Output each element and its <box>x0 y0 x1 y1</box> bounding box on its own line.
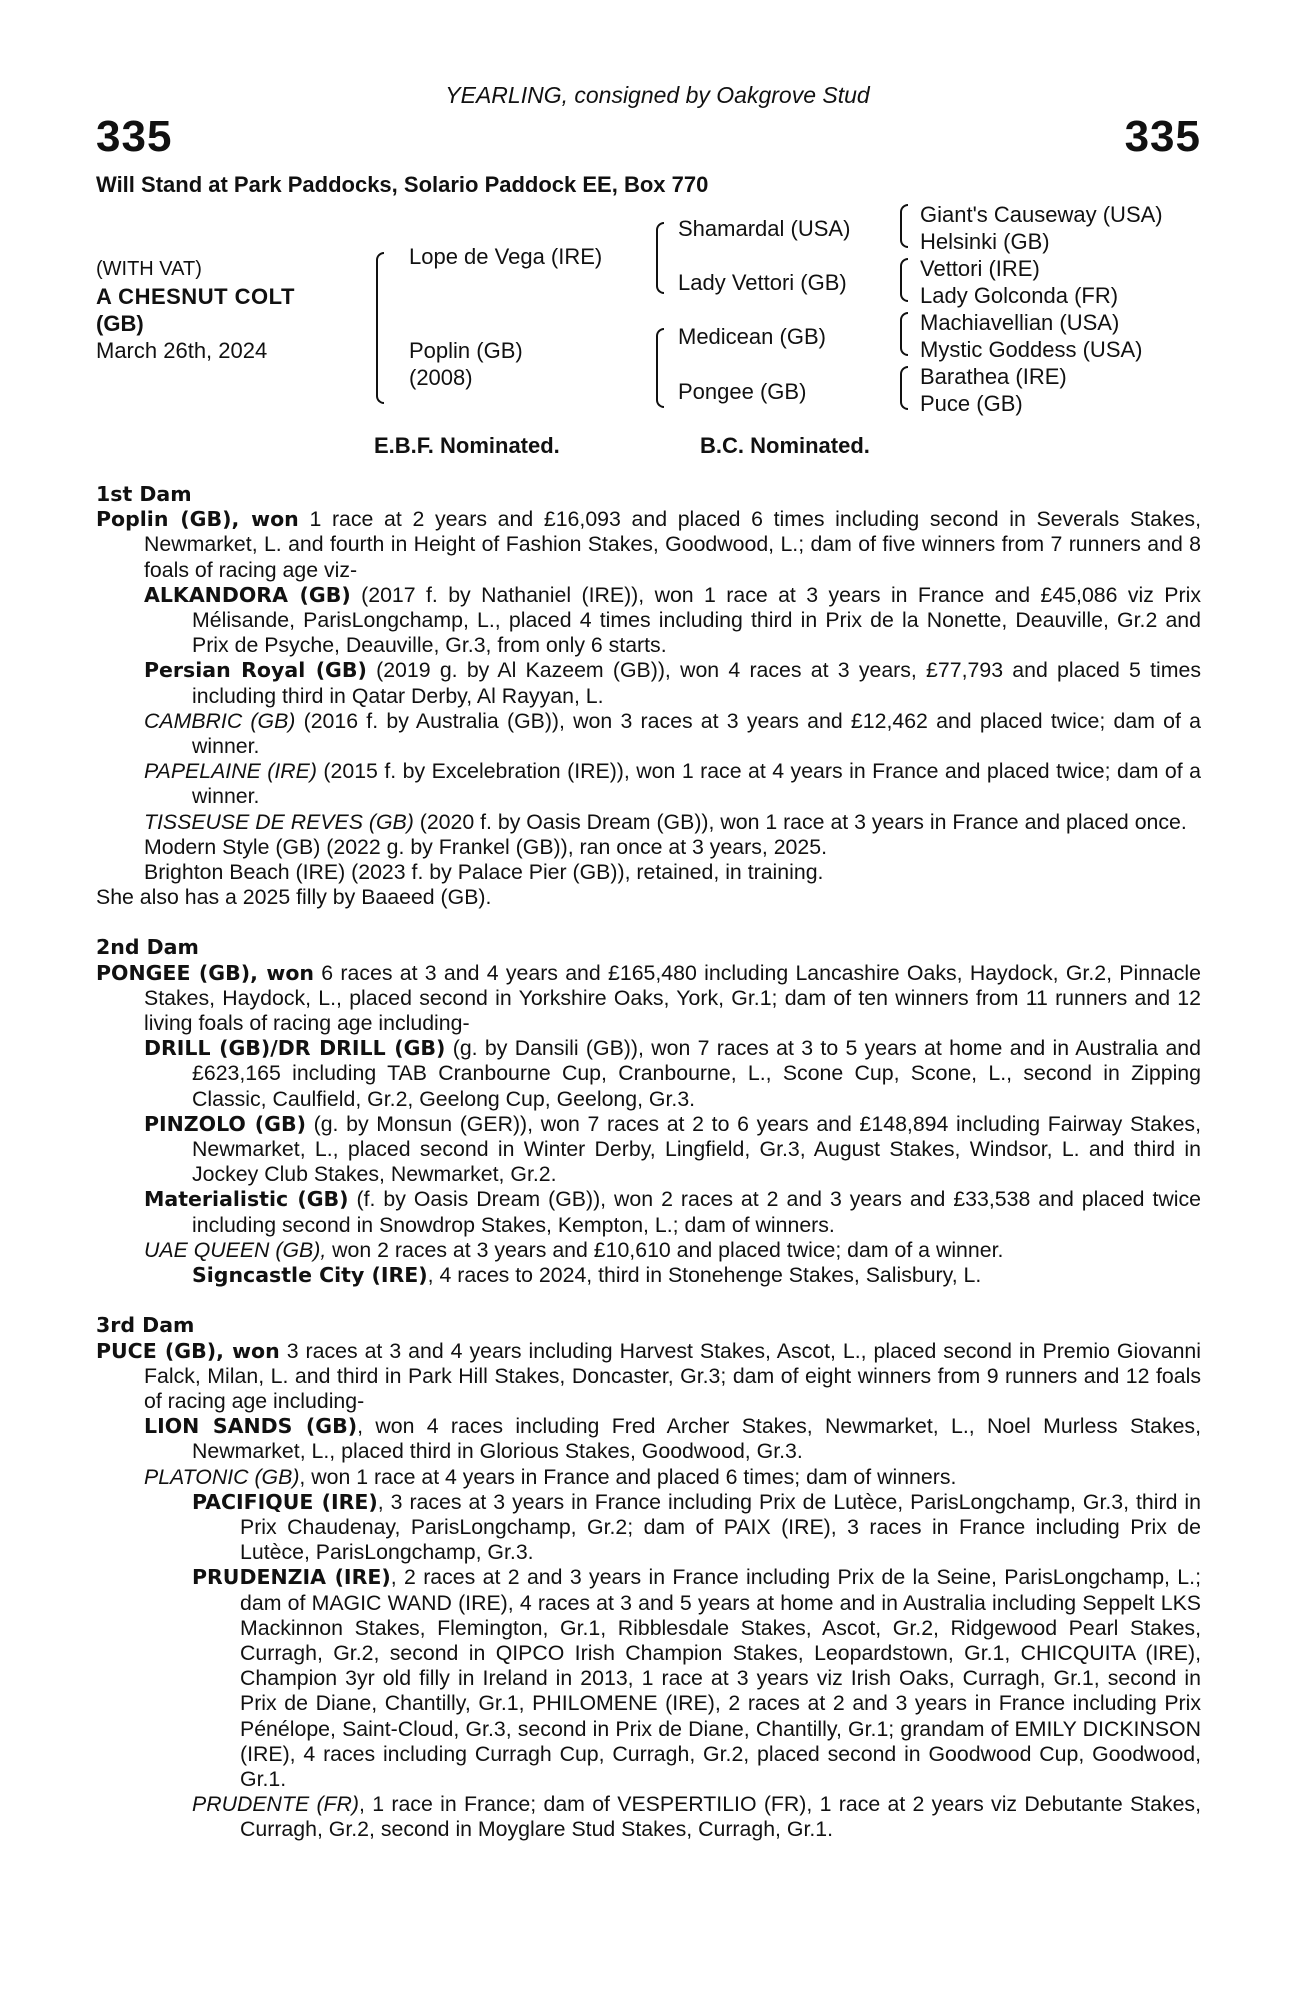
dam2-heading: 2nd Dam <box>96 935 199 960</box>
dam1-name: Poplin (GB), won <box>96 507 299 532</box>
dam-dam-dam: Puce (GB) <box>920 391 1023 416</box>
lot-number-right: 335 <box>1124 112 1201 161</box>
progeny-text: , 2 races at 2 and 3 years in France including Prix de la Seine, ParisLongchamp, L.; dam of MAGIC WAND (IRE), 4 races at 3 and 5 years at home and in Australia including Seppelt LKS Mackinnon Stakes, Flemington, Gr.1, Ribblesdale Stakes, Ascot, Gr.2, Ridgewood Pearl Stakes, Curragh, Gr.2, second in QIPCO Irish Champion Stakes, Leopardstown, Gr.1, CHICQUITA (IRE), Champion 3yr old filly in Ireland in 2013, 1 race at 3 years viz Irish Oaks, Curragh, Gr.1, second in Prix de Diane, Chantilly, Gr.1, PHILOMENE (IRE), 2 races at 2 and 3 years in France including Prix Pénélope, Saint-Cloud, Gr.3, second in Prix de Diane, Chantilly, Gr.1; grandam of EMILY DICKINSON (IRE), 4 races including Curragh Cup, Curragh, Gr.2, placed second in Goodwood Cup, Goodwood, Gr.1. <box>240 1565 1201 1791</box>
progeny-text: (2017 f. by Nathaniel (IRE)), won 1 race at 3 years in France and £45,086 viz Prix Mélisande, ParisLongchamp, L., placed 4 times including third in Prix de la Nonette, Deauville, Gr.2 and Prix de Psyche, Deauville, Gr.3, from only 6 starts. <box>192 582 1201 658</box>
progeny-name: PRUDENTE (FR) <box>192 1792 360 1817</box>
progeny-text: , won 4 races including Fred Archer Stakes, Newmarket, L., Noel Murless Stakes, Newmarket, L., placed third in Glorious Stakes, Goodwood, Gr.3. <box>192 1414 1201 1464</box>
ebf-nomination: E.B.F. Nominated. <box>374 433 560 458</box>
dam1-record <box>96 507 1201 583</box>
progeny-name: Signcastle City (IRE) <box>192 1263 428 1288</box>
dam3-grand-progeny <box>96 1490 1201 1566</box>
progeny-text: (2020 f. by Oasis Dream (GB)), won 1 race at 3 years in France and placed once. <box>413 809 1187 834</box>
progeny-name: Brighton Beach (IRE) <box>144 860 346 885</box>
dam1-heading: 1st Dam <box>96 482 192 506</box>
progeny-text: (f. by Oasis Dream (GB)), won 2 races at 2 and 3 years and £33,538 and placed twice including second in Snowdrop Stakes, Kempton, L.; dam of winners. <box>192 1187 1202 1237</box>
sire-dam-dam: Lady Golconda (FR) <box>920 283 1119 308</box>
dam-sire-dam: Mystic Goddess (USA) <box>920 337 1143 362</box>
progeny-name: Persian Royal (GB) <box>144 658 367 683</box>
progeny-name: Materialistic (GB) <box>144 1187 349 1212</box>
progeny-name: LION SANDS (GB) <box>144 1414 358 1439</box>
progeny-text: , 1 race in France; dam of VESPERTILIO (FR), 1 race at 2 years viz Debutante Stakes, Curragh, Gr.2, second in Moyglare Stud Stakes, Curragh, Gr.1. <box>240 1792 1201 1842</box>
progeny-text: (g. by Dansili (GB)), won 7 races at 3 to 5 years at home and in Australia and £623,165 including TAB Cranbourne Cup, Cranbourne, L., Scone Cup, Scone, L., second in Zipping Classic, Caulfield, Gr.2, Geelong Cup, Geelong, Gr.3. <box>192 1036 1201 1111</box>
dam2-progeny <box>96 1036 1201 1112</box>
lot-title-country: (GB) <box>96 311 144 336</box>
progeny-text: (2015 f. by Excelebration (IRE)), won 1 race at 4 years in France and placed twice; dam of a winner. <box>192 759 1201 809</box>
dam1-progeny <box>96 860 1201 885</box>
dam1-progeny <box>96 583 1201 659</box>
pedigree-bracket-ds <box>900 312 908 356</box>
dam3-grand-progeny <box>96 1565 1201 1792</box>
pedigree-bracket-sire <box>656 222 664 294</box>
progeny-name: DRILL (GB)/DR DRILL (GB) <box>144 1036 446 1061</box>
dam-sire: Medicean (GB) <box>678 324 826 349</box>
pedigree-bracket-dd <box>900 366 908 410</box>
pedigree-bracket-ss <box>900 204 908 248</box>
sire-sire-dam: Helsinki (GB) <box>920 229 1050 254</box>
progeny-name: CAMBRIC (GB) <box>144 708 296 733</box>
vat-note: (WITH VAT) <box>96 258 202 280</box>
dam-dam-sire: Barathea (IRE) <box>920 364 1067 389</box>
dam1-progeny <box>96 810 1201 835</box>
dam3-name: PUCE (GB), won <box>96 1338 280 1363</box>
progeny-name: Modern Style (GB) <box>144 834 321 859</box>
pedigree-notes <box>96 482 1201 1843</box>
pedigree-bracket-main <box>376 252 384 404</box>
dam2-grand-progeny <box>96 1263 1201 1288</box>
dam2-progeny <box>96 1187 1201 1237</box>
dam3-grand-progeny <box>96 1792 1201 1842</box>
sire: Lope de Vega (IRE) <box>409 244 603 269</box>
progeny-name: PRUDENZIA (IRE) <box>192 1565 391 1590</box>
sire-sire: Shamardal (USA) <box>678 216 851 241</box>
pedigree-bracket-dam <box>656 328 664 408</box>
date-of-birth: March 26th, 2024 <box>96 338 268 363</box>
dam: Poplin (GB) <box>409 338 523 363</box>
bc-nomination: B.C. Nominated. <box>700 433 870 458</box>
consignment-line: YEARLING, consigned by Oakgrove Stud <box>445 82 870 108</box>
progeny-name: ALKANDORA (GB) <box>144 582 351 607</box>
progeny-name: TISSEUSE DE REVES (GB) <box>144 809 414 834</box>
progeny-text: (g. by Monsun (GER)), won 7 races at 2 to 6 years and £148,894 including Fairway Stakes, Newmarket, L., placed second in Winter Derby, Lingfield, Gr.3, August Stakes, Windsor, L. and third in Jockey Club Stakes, Newmarket, Gr.2. <box>192 1111 1201 1187</box>
dam3-progeny <box>96 1465 1201 1490</box>
dam1-text: 1 race at 2 years and £16,093 and placed 6 times including second in Severals Stakes, Newmarket, L. and fourth in Height of Fashion Stakes, Goodwood, L.; dam of five winners from 7 runners and 8 foals of racing age viz- <box>144 507 1201 582</box>
progeny-text: (2022 g. by Frankel (GB)), ran once at 3 years, 2025. <box>320 834 828 859</box>
stand-location: Will Stand at Park Paddocks, Solario Paddock EE, Box 770 <box>96 172 709 197</box>
lot-number-left: 335 <box>96 112 173 161</box>
dam2-progeny <box>96 1238 1201 1263</box>
dam-dam: Pongee (GB) <box>678 379 807 404</box>
progeny-text: , 4 races to 2024, third in Stonehenge Stakes, Salisbury, L. <box>427 1263 982 1288</box>
dam2-record <box>96 961 1201 1037</box>
progeny-name: UAE QUEEN (GB), <box>144 1237 327 1262</box>
dam3-record <box>96 1339 1201 1415</box>
dam3-progeny <box>96 1414 1201 1464</box>
dam3-heading: 3rd Dam <box>96 1313 195 1338</box>
lot-title: A CHESNUT COLT <box>96 284 295 309</box>
dam2-progeny <box>96 1112 1201 1188</box>
dam2-name: PONGEE (GB), won <box>96 960 315 985</box>
progeny-text: (2023 f. by Palace Pier (GB)), retained, in training. <box>345 860 824 885</box>
dam3-text: 3 races at 3 and 4 years including Harvest Stakes, Ascot, L., placed second in Premio Giovanni Falck, Milan, L. and third in Park Hill Stakes, Doncaster, Gr.3; dam of eight winners from 9 runners and 12 foals of racing age including- <box>144 1338 1201 1413</box>
progeny-text: , 3 races at 3 years in France including Prix de Lutèce, ParisLongchamp, Gr.3, third in Prix Chaudenay, ParisLongchamp, Gr.2; dam of PAIX (IRE), 3 races in France including Prix de Lutèce, ParisLongchamp, Gr.3. <box>240 1489 1201 1565</box>
progeny-text: (2019 g. by Al Kazeem (GB)), won 4 races at 3 years, £77,793 and placed 5 times including third in Qatar Derby, Al Rayyan, L. <box>192 658 1201 708</box>
dam1-progeny <box>96 709 1201 759</box>
dam1-progeny <box>96 835 1201 860</box>
sire-dam: Lady Vettori (GB) <box>678 270 847 295</box>
dam-year: (2008) <box>409 365 473 390</box>
dam1-progeny <box>96 759 1201 809</box>
dam2-text: 6 races at 3 and 4 years and £165,480 including Lancashire Oaks, Haydock, Gr.2, Pinnacle Stakes, Haydock, L., placed second in Yorkshire Oaks, York, Gr.1; dam of ten winners from 11 runners and 12 living foals of racing age including- <box>144 960 1201 1036</box>
progeny-name: PINZOLO (GB) <box>144 1111 306 1136</box>
sire-sire-sire: Giant's Causeway (USA) <box>920 202 1163 227</box>
dam1-footer: She also has a 2025 filly by Baaeed (GB). <box>96 885 492 910</box>
progeny-name: PLATONIC (GB) <box>144 1464 300 1489</box>
progeny-name: PACIFIQUE (IRE) <box>192 1489 378 1514</box>
sire-dam-sire: Vettori (IRE) <box>920 256 1040 281</box>
dam1-progeny <box>96 658 1201 708</box>
progeny-text: , won 1 race at 4 years in France and placed 6 times; dam of winners. <box>299 1464 957 1489</box>
dam-sire-sire: Machiavellian (USA) <box>920 310 1120 335</box>
progeny-name: PAPELAINE (IRE) <box>144 759 317 784</box>
progeny-text: won 2 races at 3 years and £10,610 and placed twice; dam of a winner. <box>326 1237 1004 1262</box>
progeny-text: (2016 f. by Australia (GB)), won 3 races at 3 years and £12,462 and placed twice; dam of a winner. <box>192 708 1201 759</box>
pedigree-bracket-sd <box>900 258 908 302</box>
